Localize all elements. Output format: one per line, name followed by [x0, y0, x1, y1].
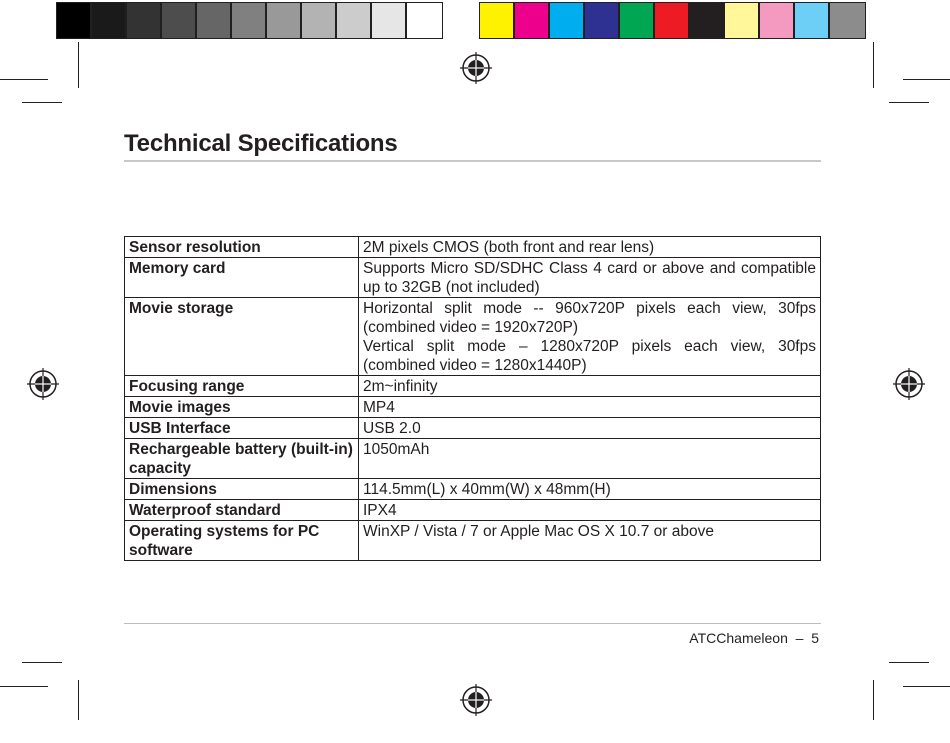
spec-value — [359, 237, 821, 258]
color-swatch — [515, 3, 550, 38]
gray-swatch — [407, 3, 442, 38]
table-row — [125, 237, 821, 258]
spec-value-line: WinXP / Vista / 7 or Apple Mac OS X 10.7 or above — [363, 523, 714, 540]
title-underline — [124, 160, 821, 162]
color-swatch — [725, 3, 760, 38]
crop-mark — [22, 662, 62, 663]
crop-mark — [903, 79, 950, 80]
spec-value-line: 1050mAh — [363, 441, 430, 458]
spec-label: Sensor resolution — [125, 237, 359, 258]
color-swatch — [620, 3, 655, 38]
spec-label: Operating systems for PC software — [125, 521, 359, 561]
spec-label: Movie images — [125, 397, 359, 418]
crop-mark — [0, 79, 48, 80]
crop-mark — [78, 680, 79, 720]
color-swatch — [655, 3, 690, 38]
table-row — [125, 521, 821, 561]
table-row — [125, 479, 821, 500]
gray-swatch — [162, 3, 197, 38]
spec-label: Memory card — [125, 258, 359, 298]
spec-label: Focusing range — [125, 376, 359, 397]
spec-value — [359, 397, 821, 418]
spec-value-line: 114.5mm(L) x 40mm(W) x 48mm(H) — [363, 481, 611, 498]
gray-swatch — [232, 3, 267, 38]
color-swatch — [585, 3, 620, 38]
spec-label: USB Interface — [125, 418, 359, 439]
spec-label: Rechargeable battery (built-in) capacity — [125, 439, 359, 479]
table-row — [125, 439, 821, 479]
crop-mark — [0, 686, 48, 687]
table-row — [125, 258, 821, 298]
gray-swatch — [57, 3, 92, 38]
table-row — [125, 376, 821, 397]
gray-swatch — [267, 3, 302, 38]
gray-swatch — [372, 3, 407, 38]
spec-value-line: Supports Micro SD/SDHC Class 4 card or above and compatible up to 32GB (not included) — [363, 260, 816, 296]
spec-value-line: 2M pixels CMOS (both front and rear lens) — [363, 239, 655, 256]
spec-value — [359, 521, 821, 561]
crop-mark — [889, 102, 929, 103]
spec-value — [359, 479, 821, 500]
page-title: Technical Specifications — [124, 130, 398, 157]
crop-mark — [889, 662, 929, 663]
printer-color-bar — [56, 2, 866, 39]
page-footer: ATCChameleon – 5 — [689, 630, 819, 646]
color-swatch — [550, 3, 585, 38]
gray-swatch — [127, 3, 162, 38]
spec-value — [359, 298, 821, 376]
color-swatch — [830, 3, 865, 38]
table-row — [125, 397, 821, 418]
registration-target-icon — [460, 52, 492, 84]
color-swatch — [690, 3, 725, 38]
spec-value-line: MP4 — [363, 399, 395, 416]
crop-mark — [22, 102, 62, 103]
crop-mark — [873, 42, 874, 88]
registration-target-icon — [460, 684, 492, 716]
spec-value — [359, 418, 821, 439]
spec-label: Movie storage — [125, 298, 359, 376]
color-swatch — [760, 3, 795, 38]
spec-value-line: Horizontal split mode -- 960x720P pixels each view, 30fps (combined video = 1920x720P) — [363, 300, 816, 336]
crop-mark — [873, 680, 874, 720]
spec-value-line: 2m~infinity — [363, 378, 438, 395]
spec-value — [359, 258, 821, 298]
specifications-table — [124, 236, 821, 561]
specifications-table-body — [125, 237, 821, 561]
gray-swatch — [197, 3, 232, 38]
table-row — [125, 418, 821, 439]
gray-swatch — [302, 3, 337, 38]
gray-swatch — [92, 3, 127, 38]
color-swatch — [795, 3, 830, 38]
spec-value — [359, 376, 821, 397]
spec-label: Waterproof standard — [125, 500, 359, 521]
crop-mark — [903, 686, 950, 687]
crop-mark — [78, 42, 79, 88]
spec-label: Dimensions — [125, 479, 359, 500]
table-row — [125, 298, 821, 376]
spec-value-line: USB 2.0 — [363, 420, 421, 437]
gray-swatch — [337, 3, 372, 38]
table-row — [125, 500, 821, 521]
registration-target-icon — [893, 368, 925, 400]
grayscale-swatch-strip — [56, 2, 443, 39]
spec-value — [359, 439, 821, 479]
color-swatch — [480, 3, 515, 38]
registration-target-icon — [27, 368, 59, 400]
spec-value — [359, 500, 821, 521]
color-swatch-strip — [479, 2, 866, 39]
footer-rule — [124, 623, 821, 624]
spec-value-line: Vertical split mode – 1280x720P pixels each view, 30fps (combined video = 1280x1440P) — [363, 338, 816, 374]
spec-value-line: IPX4 — [363, 502, 397, 519]
